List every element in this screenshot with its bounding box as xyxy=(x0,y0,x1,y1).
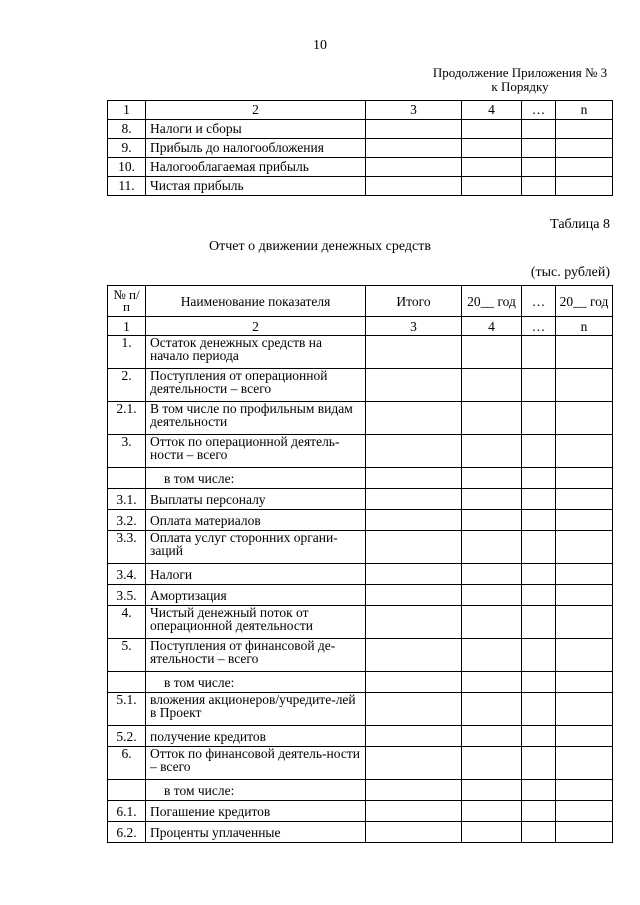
row-name: в том числе: xyxy=(146,780,366,801)
row-name: Прибыль до налогообложения xyxy=(146,139,366,158)
row-name: Погашение кредитов xyxy=(146,801,366,822)
value-cell xyxy=(556,158,613,177)
value-cell xyxy=(366,606,462,639)
value-cell xyxy=(556,510,613,531)
header-name: Наименование показателя xyxy=(146,286,366,317)
value-cell xyxy=(522,531,556,564)
value-cell xyxy=(462,177,522,196)
value-cell xyxy=(556,585,613,606)
table-label: Таблица 8 xyxy=(550,217,610,232)
value-cell xyxy=(366,585,462,606)
row-name: Поступления от операционной деятельности – всего xyxy=(146,369,366,402)
value-cell xyxy=(366,639,462,672)
value-cell xyxy=(556,468,613,489)
table-title: Отчет о движении денежных средств xyxy=(209,239,431,254)
value-cell xyxy=(462,726,522,747)
table-row xyxy=(108,489,613,510)
value-cell xyxy=(462,747,522,780)
value-cell xyxy=(522,489,556,510)
table-continued xyxy=(107,100,613,196)
row-name: Остаток денежных средств на начало периода xyxy=(146,336,366,369)
table-header-row xyxy=(108,101,613,120)
value-cell xyxy=(522,585,556,606)
header-total: Итого xyxy=(366,286,462,317)
header-year-1: 20__ год xyxy=(462,286,522,317)
value-cell xyxy=(522,726,556,747)
value-cell xyxy=(462,435,522,468)
value-cell xyxy=(366,158,462,177)
row-number: 3.4. xyxy=(108,564,146,585)
row-name: Амортизация xyxy=(146,585,366,606)
value-cell xyxy=(462,606,522,639)
table-row xyxy=(108,531,613,564)
table-row xyxy=(108,747,613,780)
table-row xyxy=(108,177,613,196)
value-cell xyxy=(462,120,522,139)
row-number: 6.2. xyxy=(108,822,146,843)
row-name: в том числе: xyxy=(146,672,366,693)
row-name: Проценты уплаченные xyxy=(146,822,366,843)
row-number: 3. xyxy=(108,435,146,468)
table-row xyxy=(108,402,613,435)
value-cell xyxy=(462,585,522,606)
header-year-2: 20__ год xyxy=(556,286,613,317)
table-row xyxy=(108,564,613,585)
value-cell xyxy=(366,120,462,139)
value-cell xyxy=(366,489,462,510)
value-cell xyxy=(522,801,556,822)
value-cell xyxy=(522,606,556,639)
value-cell xyxy=(522,822,556,843)
page-number: 10 xyxy=(313,38,327,53)
value-cell xyxy=(556,489,613,510)
numbering-cell: 1 xyxy=(108,317,146,336)
value-cell xyxy=(462,564,522,585)
value-cell xyxy=(366,747,462,780)
value-cell xyxy=(366,726,462,747)
header-cell: 4 xyxy=(462,101,522,120)
value-cell xyxy=(522,747,556,780)
row-number: 9. xyxy=(108,139,146,158)
value-cell xyxy=(462,336,522,369)
header-num: № п/п xyxy=(108,286,146,317)
header-cell: 3 xyxy=(366,101,462,120)
row-name: Отток по финансовой деятель-ности – всего xyxy=(146,747,366,780)
table-row xyxy=(108,336,613,369)
table-header-row xyxy=(108,286,613,317)
row-number xyxy=(108,468,146,489)
value-cell xyxy=(522,402,556,435)
value-cell xyxy=(366,435,462,468)
value-cell xyxy=(522,435,556,468)
value-cell xyxy=(522,780,556,801)
row-name: В том числе по профильным видам деятельности xyxy=(146,402,366,435)
numbering-cell: n xyxy=(556,317,613,336)
value-cell xyxy=(366,510,462,531)
value-cell xyxy=(366,672,462,693)
table-row xyxy=(108,468,613,489)
table-row xyxy=(108,780,613,801)
table-row xyxy=(108,369,613,402)
appendix-continuation xyxy=(420,66,620,94)
row-number xyxy=(108,672,146,693)
row-number xyxy=(108,780,146,801)
value-cell xyxy=(556,402,613,435)
continuation-line-2: к Порядку xyxy=(491,79,549,94)
value-cell xyxy=(522,177,556,196)
column-numbering-row xyxy=(108,317,613,336)
value-cell xyxy=(556,780,613,801)
value-cell xyxy=(462,139,522,158)
row-name: получение кредитов xyxy=(146,726,366,747)
table-row xyxy=(108,158,613,177)
value-cell xyxy=(522,639,556,672)
row-number: 4. xyxy=(108,606,146,639)
value-cell xyxy=(522,336,556,369)
numbering-cell: 3 xyxy=(366,317,462,336)
row-name: Налоги и сборы xyxy=(146,120,366,139)
row-number: 5.1. xyxy=(108,693,146,726)
value-cell xyxy=(522,693,556,726)
row-number: 8. xyxy=(108,120,146,139)
table-row xyxy=(108,510,613,531)
value-cell xyxy=(462,672,522,693)
value-cell xyxy=(366,531,462,564)
cash-flow-table xyxy=(107,285,613,843)
value-cell xyxy=(522,120,556,139)
table-row xyxy=(108,693,613,726)
table-row xyxy=(108,585,613,606)
value-cell xyxy=(522,158,556,177)
row-name: Выплаты персоналу xyxy=(146,489,366,510)
value-cell xyxy=(462,822,522,843)
value-cell xyxy=(366,564,462,585)
header-cell: 2 xyxy=(146,101,366,120)
header-cell: n xyxy=(556,101,613,120)
row-name: Чистый денежный поток от операционной деятельности xyxy=(146,606,366,639)
value-cell xyxy=(462,489,522,510)
header-cell: … xyxy=(522,101,556,120)
row-name: Оплата услуг сторонних органи-заций xyxy=(146,531,366,564)
numbering-cell: 2 xyxy=(146,317,366,336)
row-name: Оплата материалов xyxy=(146,510,366,531)
value-cell xyxy=(462,402,522,435)
value-cell xyxy=(556,639,613,672)
value-cell xyxy=(556,531,613,564)
value-cell xyxy=(522,564,556,585)
row-number: 6.1. xyxy=(108,801,146,822)
row-name: в том числе: xyxy=(146,468,366,489)
value-cell xyxy=(462,510,522,531)
value-cell xyxy=(462,531,522,564)
value-cell xyxy=(366,336,462,369)
row-name: Поступления от финансовой де-ятельности – всего xyxy=(146,639,366,672)
row-number: 1. xyxy=(108,336,146,369)
value-cell xyxy=(522,139,556,158)
row-number: 2.1. xyxy=(108,402,146,435)
row-number: 11. xyxy=(108,177,146,196)
row-number: 2. xyxy=(108,369,146,402)
row-number: 5. xyxy=(108,639,146,672)
table-row xyxy=(108,801,613,822)
header-cell: 1 xyxy=(108,101,146,120)
value-cell xyxy=(556,726,613,747)
row-name: вложения акционеров/учредите-лей в Проект xyxy=(146,693,366,726)
value-cell xyxy=(556,139,613,158)
value-cell xyxy=(522,672,556,693)
value-cell xyxy=(366,801,462,822)
value-cell xyxy=(556,336,613,369)
value-cell xyxy=(556,435,613,468)
value-cell xyxy=(556,606,613,639)
value-cell xyxy=(462,468,522,489)
row-number: 3.5. xyxy=(108,585,146,606)
table-row xyxy=(108,672,613,693)
value-cell xyxy=(522,468,556,489)
table-row xyxy=(108,639,613,672)
value-cell xyxy=(366,177,462,196)
value-cell xyxy=(366,780,462,801)
table-units: (тыс. рублей) xyxy=(530,265,610,280)
value-cell xyxy=(462,693,522,726)
value-cell xyxy=(462,369,522,402)
value-cell xyxy=(556,747,613,780)
numbering-cell: … xyxy=(522,317,556,336)
value-cell xyxy=(556,822,613,843)
row-number: 3.2. xyxy=(108,510,146,531)
table-row xyxy=(108,606,613,639)
row-number: 5.2. xyxy=(108,726,146,747)
value-cell xyxy=(556,369,613,402)
value-cell xyxy=(556,672,613,693)
value-cell xyxy=(556,177,613,196)
value-cell xyxy=(522,510,556,531)
continuation-line-1: Продолжение Приложения № 3 xyxy=(432,65,608,80)
value-cell xyxy=(462,158,522,177)
value-cell xyxy=(462,801,522,822)
value-cell xyxy=(366,402,462,435)
value-cell xyxy=(366,139,462,158)
row-number: 10. xyxy=(108,158,146,177)
value-cell xyxy=(556,801,613,822)
value-cell xyxy=(462,780,522,801)
row-name: Налогооблагаемая прибыль xyxy=(146,158,366,177)
value-cell xyxy=(366,822,462,843)
value-cell xyxy=(556,564,613,585)
value-cell xyxy=(556,693,613,726)
row-name: Чистая прибыль xyxy=(146,177,366,196)
value-cell xyxy=(556,120,613,139)
value-cell xyxy=(366,693,462,726)
table-row xyxy=(108,435,613,468)
header-dots: … xyxy=(522,286,556,317)
numbering-cell: 4 xyxy=(462,317,522,336)
row-number: 3.3. xyxy=(108,531,146,564)
table-row xyxy=(108,120,613,139)
table-row xyxy=(108,822,613,843)
value-cell xyxy=(366,468,462,489)
value-cell xyxy=(462,639,522,672)
table-row xyxy=(108,726,613,747)
row-number: 6. xyxy=(108,747,146,780)
table-row xyxy=(108,139,613,158)
value-cell xyxy=(366,369,462,402)
value-cell xyxy=(522,369,556,402)
row-name: Налоги xyxy=(146,564,366,585)
row-name: Отток по операционной деятель-ности – всего xyxy=(146,435,366,468)
row-number: 3.1. xyxy=(108,489,146,510)
